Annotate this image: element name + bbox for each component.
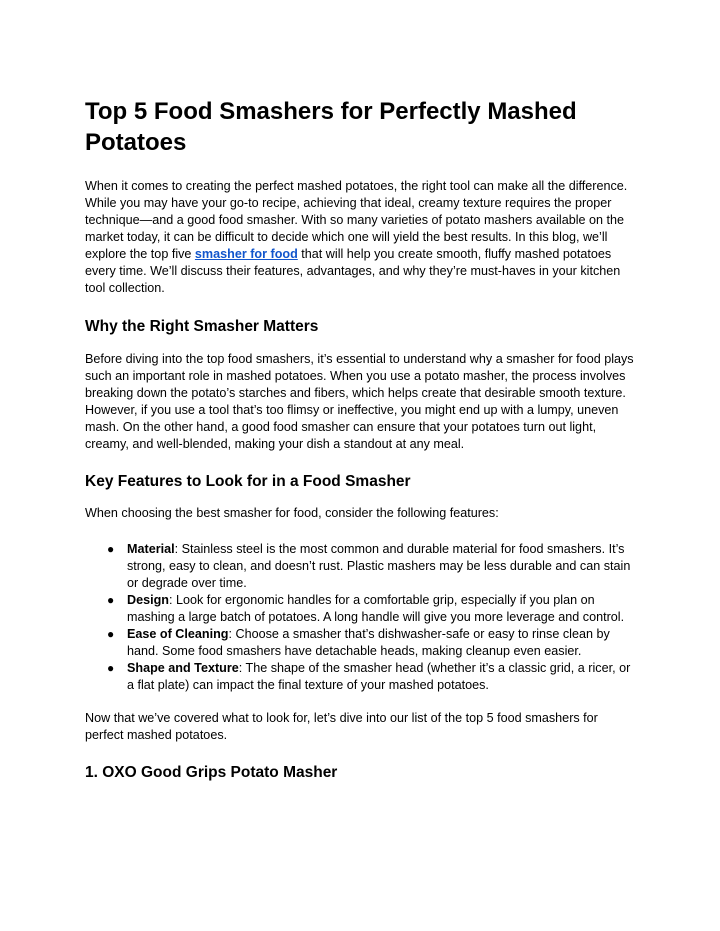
bullet-icon: ● [107,661,115,675]
bullet-icon: ● [107,542,115,556]
list-item-ease-of-cleaning [85,626,636,660]
closing-paragraph: Now that we’ve covered what to look for, let’s dive into our list of the top 5 food smashers for perfect mashed potatoes. [85,711,598,742]
feature-text: : Choose a smasher that’s dishwasher-safe or easy to rinse clean by hand. Some food smashers have detachable heads, making cleanup even easier. [127,627,610,658]
bullet-icon: ● [107,627,115,641]
feature-text: : Look for ergonomic handles for a comfortable grip, especially if you plan on mashing a large batch of potatoes. A long handle will give you more leverage and control. [127,593,625,624]
list-item-shape-and-texture [85,660,636,694]
list-item-design [85,592,636,626]
why-paragraph: Before diving into the top food smashers, it’s essential to understand why a smasher for food plays such an important role in mashed potatoes. When you use a potato masher, the process involves breaking down the potato’s starches and fibers, which helps create that desirable smooth texture. However, if you use a tool that’s too flimsy or ineffective, you might end up with a lumpy, uneven mash. On the other hand, a good food smasher can ensure that your potatoes turn out light, creamy, and well-blended, making your dish a standout at any meal. [85,352,634,451]
smasher-for-food-link[interactable]: smasher for food [194,247,298,261]
feature-text: : Stainless steel is the most common and durable material for food smashers. It’s strong, easy to clean, and doesn’t rust. Plastic mashers may be less durable and can stain or degrade over time. [127,542,631,590]
feature-term: Shape and Texture [127,661,239,675]
features-list [85,541,636,694]
feature-term: Ease of Cleaning [127,627,229,641]
feature-term: Material [127,542,175,556]
feature-text: : The shape of the smasher head (whether it’s a classic grid, a ricer, or a flat plate) can impact the final texture of your mashed potatoes. [127,661,631,692]
bullet-icon: ● [107,593,115,607]
heading-oxo-good-grips: 1. OXO Good Grips Potato Masher [85,764,338,781]
feature-term: Design [127,593,169,607]
page-title: Top 5 Food Smashers for Perfectly Mashed Potatoes [85,98,577,156]
intro-paragraph [85,178,636,297]
heading-why-right-smasher: Why the Right Smasher Matters [85,318,319,335]
heading-key-features: Key Features to Look for in a Food Smasher [85,473,411,490]
list-item-material [85,541,636,592]
intro-text-before-link: When it comes to creating the perfect mashed potatoes, the right tool can make all the difference. While you may have your go-to recipe, achieving that ideal, creamy texture requires the proper technique—and a good food smasher. With so many varieties of potato mashers available on the market today, it can be difficult to decide which one will yield the best results. In this blog, we’ll explore the top five [85,179,628,261]
intro-text-after-link: that will help you create smooth, fluffy mashed potatoes every time. We’ll discuss their features, advantages, and why they’re must-haves in your kitchen tool collection. [85,247,621,295]
key-features-intro: When choosing the best smasher for food, consider the following features: [85,506,499,520]
